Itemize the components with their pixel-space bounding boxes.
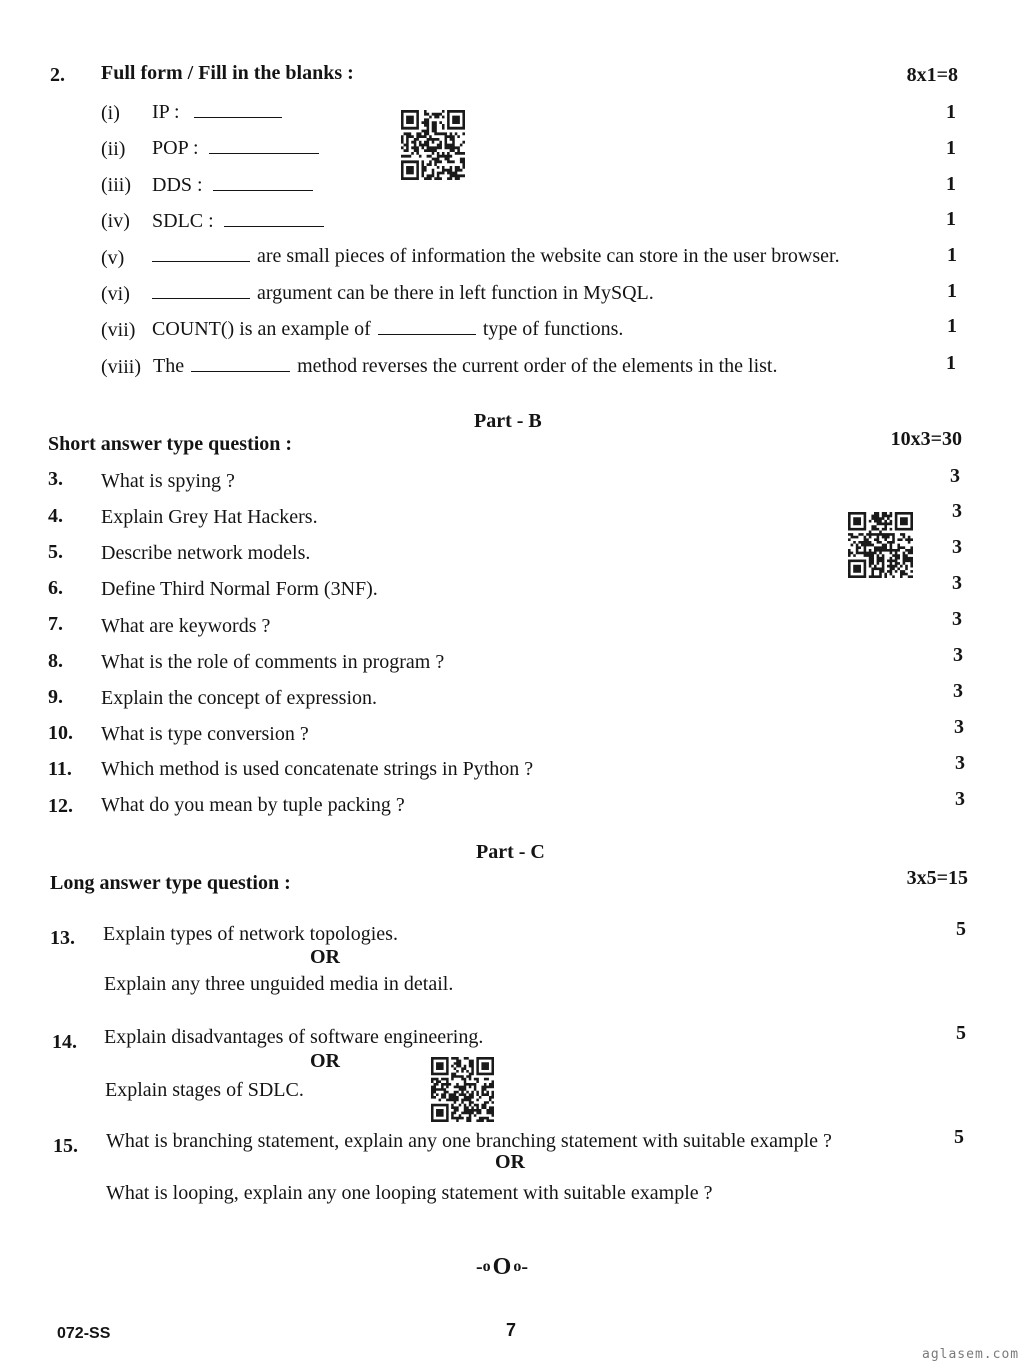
fill-blank-item bbox=[152, 244, 840, 268]
qr-code bbox=[848, 512, 913, 578]
fill-blank-item bbox=[152, 173, 320, 197]
question-number: 6. bbox=[48, 577, 63, 599]
answer-blank bbox=[209, 137, 319, 154]
question-text: What is spying ? bbox=[101, 470, 235, 492]
end-of-paper-mark bbox=[476, 1254, 528, 1279]
answer-blank bbox=[152, 245, 250, 262]
item-label: (iii) bbox=[101, 174, 131, 196]
item-mark: 1 bbox=[946, 208, 956, 230]
answer-blank bbox=[224, 210, 324, 227]
question-title: Full form / Fill in the blanks : bbox=[101, 62, 354, 84]
question-text: What do you mean by tuple packing ? bbox=[101, 794, 405, 816]
item-label: (vi) bbox=[101, 283, 130, 305]
question-mark: 3 bbox=[952, 536, 962, 558]
paper-code: 072-SS bbox=[57, 1325, 111, 1342]
item-mark: 1 bbox=[946, 173, 956, 195]
item-label: (vii) bbox=[101, 319, 136, 341]
question-number: 8. bbox=[48, 650, 63, 672]
item-text: COUNT() is an example of bbox=[152, 318, 371, 340]
question-text: What is type conversion ? bbox=[101, 723, 309, 745]
fill-blank-item bbox=[153, 354, 777, 378]
question-text: Define Third Normal Form (3NF). bbox=[101, 578, 378, 600]
question-mark: 3 bbox=[950, 465, 960, 487]
question-number: 3. bbox=[48, 468, 63, 490]
watermark-text: aglasem.com bbox=[922, 1347, 1020, 1362]
section-title: Short answer type question : bbox=[48, 433, 293, 455]
question-text: Explain types of network topologies. bbox=[103, 923, 398, 945]
question-number: 12. bbox=[48, 795, 73, 817]
item-text: DDS : bbox=[152, 174, 203, 196]
item-text: type of functions. bbox=[482, 318, 624, 340]
question-text: Which method is used concatenate strings in Python ? bbox=[101, 758, 534, 780]
question-mark: 3 bbox=[952, 572, 962, 594]
section-title: Long answer type question : bbox=[50, 872, 291, 894]
qr-code bbox=[431, 1057, 494, 1122]
item-label: (v) bbox=[101, 247, 125, 269]
item-mark: 1 bbox=[947, 244, 957, 266]
item-mark: 1 bbox=[946, 137, 956, 159]
question-number: 14. bbox=[52, 1031, 77, 1053]
question-mark: 3 bbox=[954, 716, 964, 738]
alternative-question: Explain stages of SDLC. bbox=[105, 1079, 304, 1101]
end-mark-dash: - bbox=[521, 1256, 529, 1279]
fill-blank-item bbox=[152, 136, 326, 160]
item-mark: 1 bbox=[947, 280, 957, 302]
item-text: method reverses the current order of the elements in the list. bbox=[297, 355, 778, 377]
end-mark-small-o: o bbox=[513, 1258, 522, 1276]
item-mark: 1 bbox=[946, 352, 956, 374]
question-mark: 3 bbox=[953, 644, 963, 666]
question-number: 7. bbox=[48, 613, 63, 635]
or-divider: OR bbox=[310, 946, 340, 968]
item-mark: 1 bbox=[946, 101, 956, 123]
fill-blank-item bbox=[152, 100, 289, 124]
question-text: What is branching statement, explain any one branching statement with suitable example ? bbox=[106, 1130, 832, 1152]
question-mark: 5 bbox=[954, 1126, 964, 1148]
item-text: The bbox=[153, 355, 185, 377]
answer-blank bbox=[378, 318, 476, 335]
item-text: IP : bbox=[152, 101, 180, 123]
qr-pattern bbox=[431, 1057, 494, 1122]
question-mark: 3 bbox=[955, 788, 965, 810]
item-text: POP : bbox=[152, 137, 199, 159]
qr-pattern bbox=[848, 512, 913, 578]
end-mark-dash: - bbox=[476, 1256, 483, 1279]
question-number: 2. bbox=[50, 64, 65, 86]
question-number: 13. bbox=[50, 927, 75, 949]
question-mark: 3 bbox=[952, 608, 962, 630]
item-text: SDLC : bbox=[152, 210, 214, 232]
answer-blank bbox=[191, 355, 290, 372]
alternative-question: Explain any three unguided media in detail. bbox=[104, 973, 454, 995]
fill-blank-item bbox=[152, 317, 623, 341]
question-mark: 3 bbox=[952, 500, 962, 522]
question-mark: 3 bbox=[955, 752, 965, 774]
question-mark: 5 bbox=[956, 918, 966, 940]
question-mark: 5 bbox=[956, 1022, 966, 1044]
or-divider: OR bbox=[310, 1050, 340, 1072]
item-text: are small pieces of information the website can store in the user browser. bbox=[257, 245, 840, 267]
item-mark: 1 bbox=[947, 315, 957, 337]
section-marks: 8x1=8 bbox=[906, 64, 958, 86]
or-divider: OR bbox=[495, 1151, 525, 1173]
question-text: Explain disadvantages of software engineering. bbox=[104, 1026, 484, 1048]
part-heading: Part - B bbox=[474, 410, 542, 432]
question-text: Explain the concept of expression. bbox=[101, 687, 378, 709]
question-number: 5. bbox=[48, 541, 63, 563]
answer-blank bbox=[213, 174, 313, 191]
qr-code bbox=[401, 110, 465, 180]
item-text: argument can be there in left function in MySQL. bbox=[257, 282, 654, 304]
answer-blank bbox=[152, 282, 250, 299]
item-label: (viii) bbox=[101, 356, 141, 378]
alternative-question: What is looping, explain any one looping statement with suitable example ? bbox=[106, 1182, 713, 1204]
item-label: (i) bbox=[101, 102, 120, 124]
item-label: (ii) bbox=[101, 138, 126, 160]
item-label: (iv) bbox=[101, 210, 130, 232]
answer-blank bbox=[194, 101, 282, 118]
question-text: What is the role of comments in program ? bbox=[101, 651, 445, 673]
question-number: 10. bbox=[48, 722, 73, 744]
section-marks: 3x5=15 bbox=[906, 867, 968, 889]
question-number: 9. bbox=[48, 686, 63, 708]
section-marks: 10x3=30 bbox=[890, 428, 962, 450]
question-mark: 3 bbox=[953, 680, 963, 702]
question-text: What are keywords ? bbox=[101, 615, 271, 637]
question-text: Explain Grey Hat Hackers. bbox=[101, 506, 318, 528]
end-mark-small-o: o bbox=[482, 1258, 491, 1276]
question-number: 4. bbox=[48, 505, 63, 527]
fill-blank-item bbox=[152, 209, 331, 233]
qr-pattern bbox=[401, 110, 465, 180]
question-number: 15. bbox=[53, 1135, 78, 1157]
question-text: Describe network models. bbox=[101, 542, 311, 564]
page-number: 7 bbox=[506, 1320, 517, 1340]
question-number: 11. bbox=[48, 758, 72, 780]
fill-blank-item bbox=[152, 281, 654, 305]
part-heading: Part - C bbox=[476, 841, 545, 863]
end-mark-large-o: O bbox=[492, 1254, 512, 1281]
